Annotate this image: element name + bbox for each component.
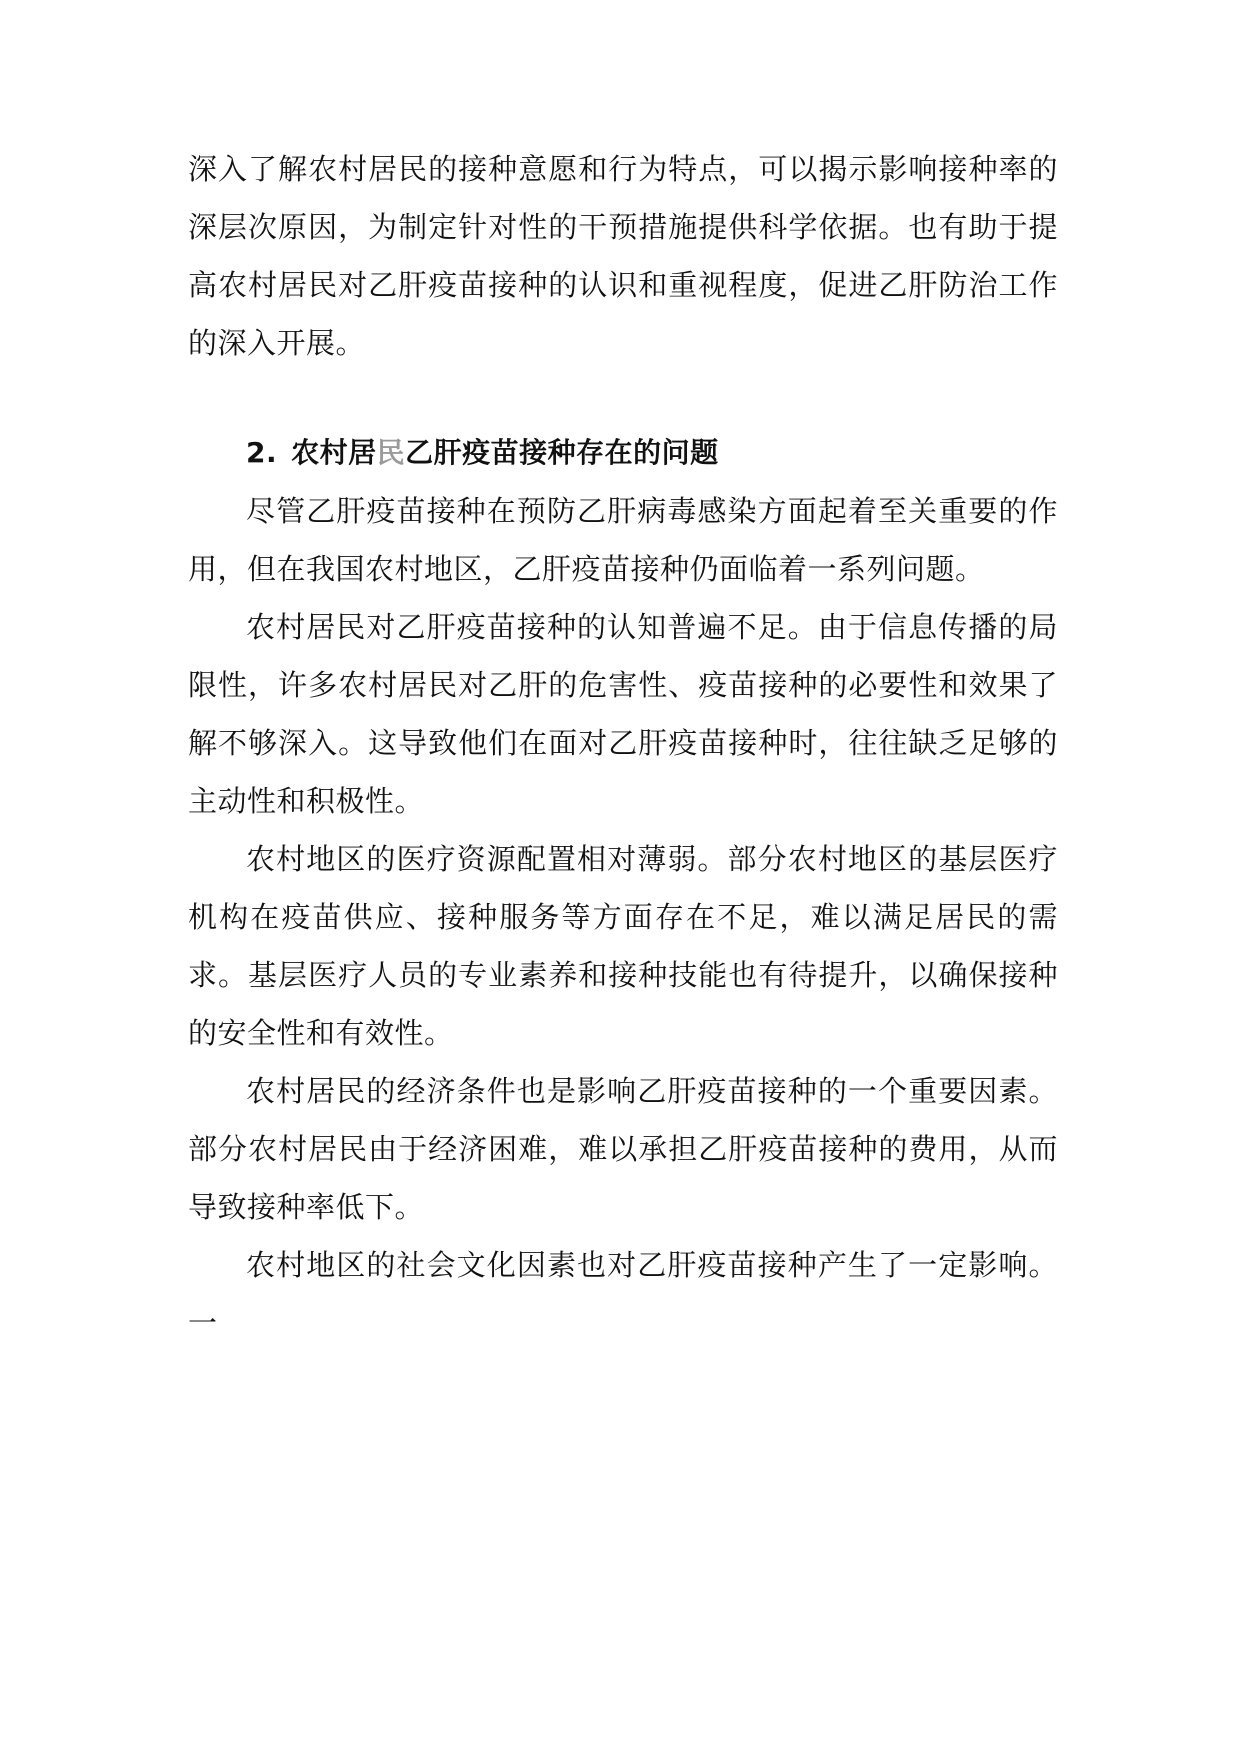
paragraph-medical-resources: 农村地区的医疗资源配置相对薄弱。部分农村地区的基层医疗机构在疫苗供应、接种服务等方面存在不足，难以满足居民的需求。基层医疗人员的专业素养和接种技能也有待提升，以确保接种的安全性和有效性。 <box>188 842 1058 1050</box>
section-title-part2: 乙肝疫苗接种存在的问题 <box>405 436 719 469</box>
paragraph-economic: 农村居民的经济条件也是影响乙肝疫苗接种的一个重要因素。部分农村居民由于经济困难，难以承担乙肝疫苗接种的费用，从而导致接种率低下。 <box>188 1074 1058 1224</box>
section-title-highlight: 民 <box>376 436 406 469</box>
paragraph-overview: 尽管乙肝疫苗接种在预防乙肝病毒感染方面起着至关重要的作用，但在我国农村地区，乙肝疫苗接种仍面临着一系列问题。 <box>188 494 1058 586</box>
paragraph-awareness: 农村居民对乙肝疫苗接种的认知普遍不足。由于信息传播的局限性，许多农村居民对乙肝的危害性、疫苗接种的必要性和效果了解不够深入。这导致他们在面对乙肝疫苗接种时，往往缺乏足够的主动性和积极性。 <box>188 610 1058 818</box>
section-title-part1: 农村居 <box>291 436 377 469</box>
paragraph-social-cultural: 农村地区的社会文化因素也对乙肝疫苗接种产生了一定影响。一 <box>188 1248 1058 1340</box>
section-number: 2. <box>246 436 278 469</box>
section-heading <box>188 424 1058 482</box>
document-body <box>188 140 1058 1352</box>
paragraph-intro-continued: 深入了解农村居民的接种意愿和行为特点，可以揭示影响接种率的深层次原因，为制定针对性的干预措施提供科学依据。也有助于提高农村居民对乙肝疫苗接种的认识和重视程度，促进乙肝防治工作的深入开展。 <box>188 152 1058 360</box>
